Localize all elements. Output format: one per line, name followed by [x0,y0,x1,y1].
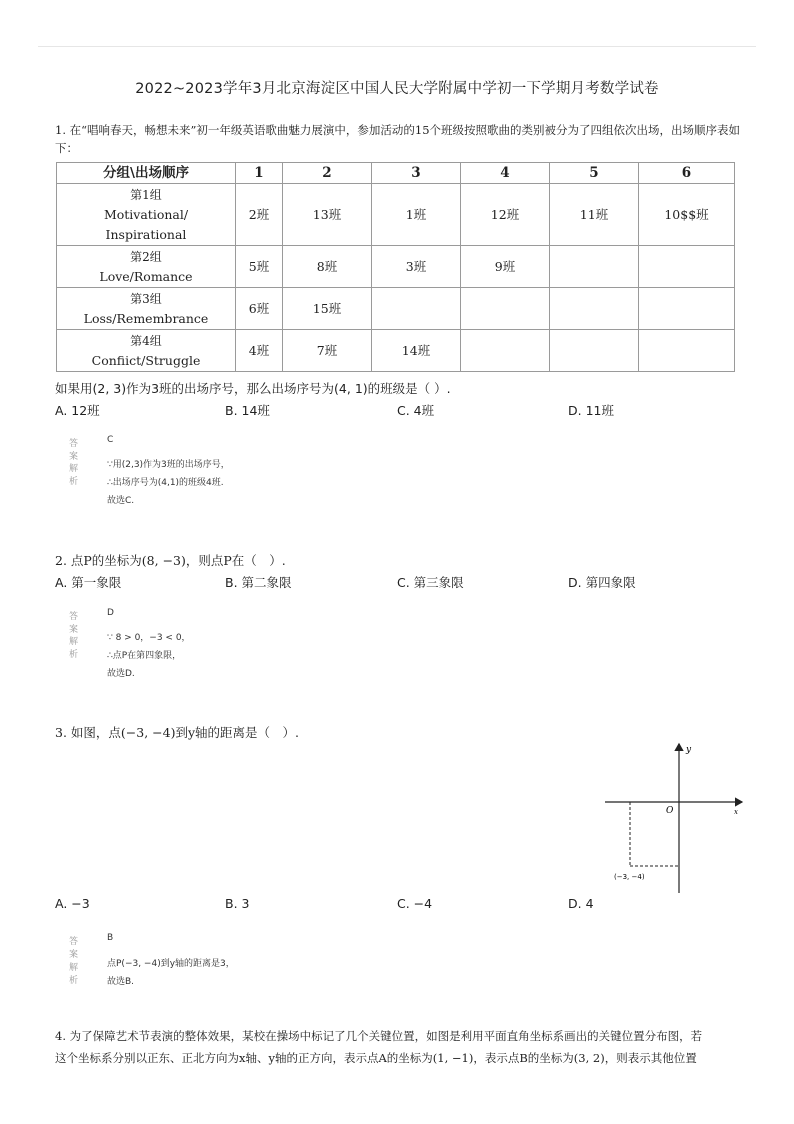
table-cell: 5班 [236,246,283,288]
group-cell [57,330,236,372]
analysis-line: 故选C. [107,496,135,506]
table-cell [550,288,639,330]
table-cell: 14班 [372,330,461,372]
table-cell [639,330,735,372]
option-b[interactable]: B. 第二象限 [225,575,292,590]
group-cell [57,288,236,330]
question-4-line-1: 4. 为了保障艺术节表演的整体效果，某校在操场中标记了几个关键位置，如图是利用平面直角坐标系画出的关键位置分布图，若 [55,1029,703,1043]
table-row [57,330,735,372]
table-cell [372,288,461,330]
answer-value: B [107,933,114,943]
table-row [57,246,735,288]
option-c[interactable]: C. 第三象限 [397,575,464,590]
table-cell [639,288,735,330]
analysis-line: ∴点P在第四象限， [107,651,182,661]
answer-value: D [107,608,114,618]
question-2-stem: 2. 点P的坐标为(8, −3)，则点P在（ ）. [55,553,286,568]
group-label: 第3组 [130,291,162,306]
option-b[interactable]: B. 14班 [225,403,270,418]
coordinate-figure [600,738,750,898]
schedule-table [56,162,735,372]
analysis-line: 故选D. [107,669,135,679]
table-cell: 3班 [372,246,461,288]
option-d[interactable]: D. 11班 [568,403,614,418]
table-row [57,288,735,330]
group-name: Inspirational [105,226,187,242]
point-label: (−3, −4) [614,873,645,881]
option-c[interactable]: C. 4班 [397,403,435,418]
table-cell [550,246,639,288]
question-3-stem: 3. 如图，点(−3, −4)到y轴的距离是（ ）. [55,725,299,740]
table-cell: 6班 [236,288,283,330]
option-a[interactable]: A. −3 [55,896,90,911]
question-4-line-2: 这个坐标系分别以正东、正北方向为x轴、y轴的正方向，表示点A的坐标为(1, −1)，表示点B的坐标为(3, 2)，则表示其他位置 [55,1051,697,1065]
table-cell: 13班 [283,184,372,246]
group-cell [57,184,236,246]
table-cell: 12班 [461,184,550,246]
answer-label: 答案 [69,612,82,635]
group-label: 第2组 [130,249,162,264]
table-cell [639,246,735,288]
group-name: Confiict/Struggle [91,352,201,368]
x-axis-label: x [734,808,738,816]
table-header-cell: 分组\出场顺序 [57,163,236,184]
table-header-row [57,163,735,184]
top-divider [38,46,756,47]
table-cell [461,330,550,372]
table-cell: 4班 [236,330,283,372]
table-cell: 15班 [283,288,372,330]
analysis-line: 点P(−3, −4)到y轴的距离是3， [107,959,235,969]
table-cell: 8班 [283,246,372,288]
option-d[interactable]: D. 第四象限 [568,575,636,590]
table-header-cell: 2 [283,163,372,184]
table-cell: 2班 [236,184,283,246]
table-header-cell: 4 [461,163,550,184]
answer-value: C [107,435,114,445]
y-axis-label: y [686,745,692,755]
group-label: 第1组 [130,187,162,202]
answer-label: 答案 [69,937,82,960]
analysis-line: ∵ 8 > 0，−3 < 0， [107,633,191,643]
group-cell [57,246,236,288]
option-c[interactable]: C. −4 [397,896,433,911]
option-a[interactable]: A. 第一象限 [55,575,122,590]
table-cell: 11班 [550,184,639,246]
analysis-line: ∴出场序号为(4,1)的班级4班. [107,478,224,488]
group-name: Loss/Remembrance [83,310,209,326]
table-row [57,184,735,246]
table-header-cell: 6 [639,163,735,184]
analysis-label: 解析 [69,963,82,986]
analysis-label: 解析 [69,464,82,487]
option-b[interactable]: B. 3 [225,896,250,911]
table-cell [550,330,639,372]
group-label: 第4组 [130,333,162,348]
table-cell: 10$$班 [639,184,735,246]
origin-label: O [666,806,674,816]
table-cell: 9班 [461,246,550,288]
table-cell: 1班 [372,184,461,246]
table-cell [461,288,550,330]
page-title: 2022~2023学年3月北京海淀区中国人民大学附属中学初一下学期月考数学试卷 [135,81,659,97]
table-header-cell: 3 [372,163,461,184]
analysis-line: ∵用(2,3)作为3班的出场序号， [107,460,230,470]
group-name: Love/Romance [99,268,193,284]
option-a[interactable]: A. 12班 [55,403,100,418]
analysis-label: 解析 [69,637,82,660]
question-1-question: 如果用(2, 3)作为3班的出场序号，那么出场序号为(4, 1)的班级是（ ）. [55,381,451,396]
option-d[interactable]: D. 4 [568,896,594,911]
question-1-stem: 1. 在“唱响春天，畅想未来”初一年级英语歌曲魅力展演中，参加活动的15个班级按照歌曲的类别被分为了四组依次出场，出场顺序表如下： [55,123,741,155]
table-header-cell: 5 [550,163,639,184]
analysis-line: 故选B. [107,977,135,987]
table-header-cell: 1 [236,163,283,184]
answer-label: 答案 [69,439,82,462]
group-name: Motivational/ [103,206,189,222]
table-cell: 7班 [283,330,372,372]
